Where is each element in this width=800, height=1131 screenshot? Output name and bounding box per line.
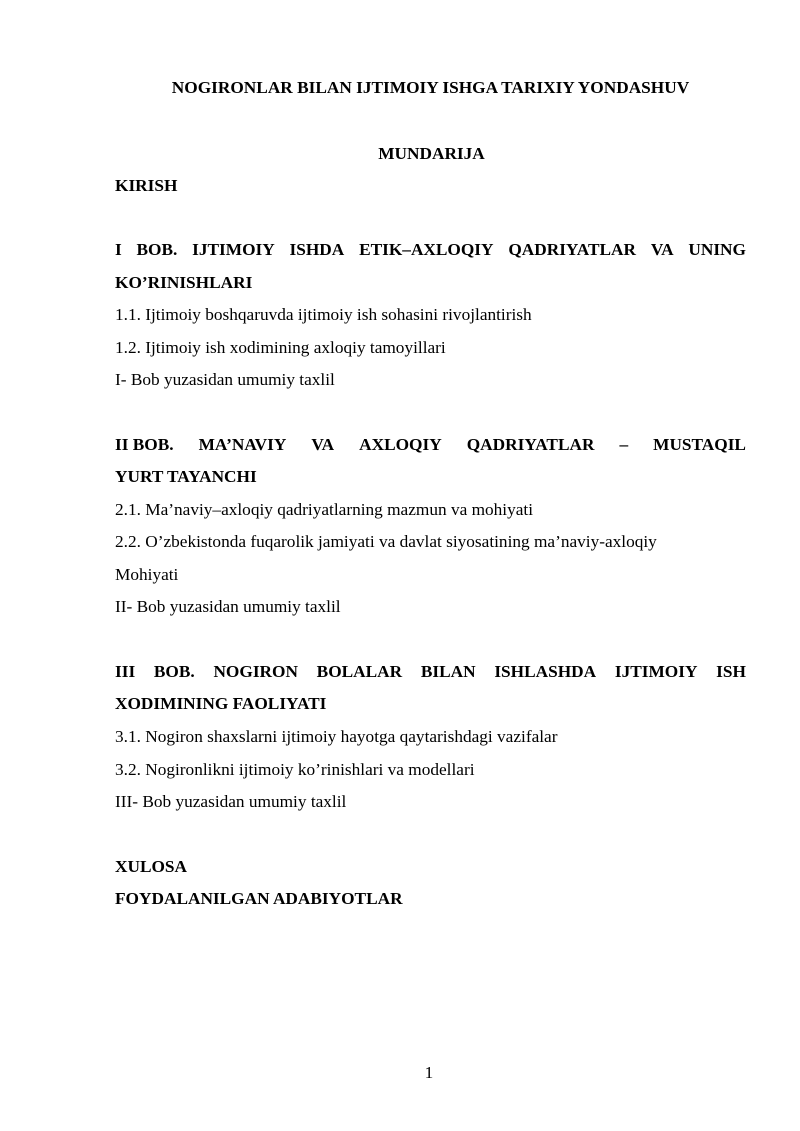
toc-item-1-1: 1.1. Ijtimoiy boshqaruvda ijtimoiy ish sohasini rivojlantirish bbox=[115, 305, 532, 324]
chapter2-title-word: II BOB. bbox=[115, 435, 174, 454]
chapter2-title-word: AXLOQIY bbox=[359, 435, 442, 454]
chapter1-title-word: ISHDA bbox=[289, 240, 345, 259]
toc-item-1-2: 1.2. Ijtimoiy ish xodimining axloqiy tamoyillari bbox=[115, 338, 446, 357]
chapter3-title-word: IJTIMOIY bbox=[614, 662, 698, 681]
chapter2-title-word: VA bbox=[311, 435, 335, 454]
chapter3-title-word: III bbox=[115, 662, 136, 681]
chapter1-title-line2: KO’RINISHLARI bbox=[115, 273, 253, 292]
page-number: 1 bbox=[424, 1063, 434, 1082]
chapter1-title-line1 bbox=[115, 239, 746, 261]
toc-chapter2-summary: II- Bob yuzasidan umumiy taxlil bbox=[115, 597, 341, 616]
toc-heading bbox=[115, 143, 746, 165]
toc-item-3-2: 3.2. Nogironlikni ijtimoiy ko’rinishlari va modellari bbox=[115, 760, 475, 779]
chapter3-title-word: BOLALAR bbox=[316, 662, 403, 681]
chapter3-title-line1 bbox=[115, 661, 746, 683]
chapter3-title-word: ISHLASHDA bbox=[494, 662, 597, 681]
chapter1-title-word: IJTIMOIY bbox=[192, 240, 275, 259]
chapter2-title-word: QADRIYATLAR bbox=[466, 435, 595, 454]
chapter3-title-word: BILAN bbox=[420, 662, 476, 681]
toc-item-2-1: 2.1. Ma’naviy–axloqiy qadriyatlarning mazmun va mohiyati bbox=[115, 500, 534, 519]
chapter2-title-line1 bbox=[115, 434, 746, 456]
chapter1-title-word: ETIK–AXLOQIY bbox=[359, 240, 494, 259]
toc-item-2-2-continued: Mohiyati bbox=[115, 565, 179, 584]
chapter1-title-word: I bbox=[115, 240, 122, 259]
chapter3-title-word: ISH bbox=[716, 662, 746, 681]
toc-conclusion: XULOSA bbox=[115, 857, 188, 876]
chapter1-title-word: VA bbox=[650, 240, 674, 259]
chapter2-title-word: MUSTAQIL bbox=[653, 435, 746, 454]
toc-chapter3-summary: III- Bob yuzasidan umumiy taxlil bbox=[115, 792, 347, 811]
chapter2-title-line2: YURT TAYANCHI bbox=[115, 467, 257, 486]
chapter3-title-word: BOB. bbox=[153, 662, 195, 681]
chapter1-title-word: BOB. bbox=[136, 240, 178, 259]
chapter2-title-word: – bbox=[619, 435, 629, 454]
chapter2-title-word: MA’NAVIY bbox=[198, 435, 287, 454]
toc-item-3-1: 3.1. Nogiron shaxslarni ijtimoiy hayotga qaytarishdagi vazifalar bbox=[115, 727, 558, 746]
chapter1-title-word: UNING bbox=[688, 240, 746, 259]
chapter3-title-word: NOGIRON bbox=[213, 662, 298, 681]
document-title: NOGIRONLAR BILAN IJTIMOIY ISHGA TARIXIY YONDASHUV bbox=[171, 78, 690, 97]
toc-heading-text: MUNDARIJA bbox=[378, 144, 485, 163]
toc-intro: KIRISH bbox=[115, 176, 178, 195]
toc-references: FOYDALANILGAN ADABIYOTLAR bbox=[115, 889, 403, 908]
chapter3-title-line2: XODIMINING FAOLIYATI bbox=[115, 694, 327, 713]
toc-chapter1-summary: I- Bob yuzasidan umumiy taxlil bbox=[115, 370, 335, 389]
chapter1-title-word: QADRIYATLAR bbox=[508, 240, 637, 259]
toc-item-2-2: 2.2. O’zbekistonda fuqarolik jamiyati va davlat siyosatining ma’naviy-axloqiy bbox=[115, 532, 657, 551]
